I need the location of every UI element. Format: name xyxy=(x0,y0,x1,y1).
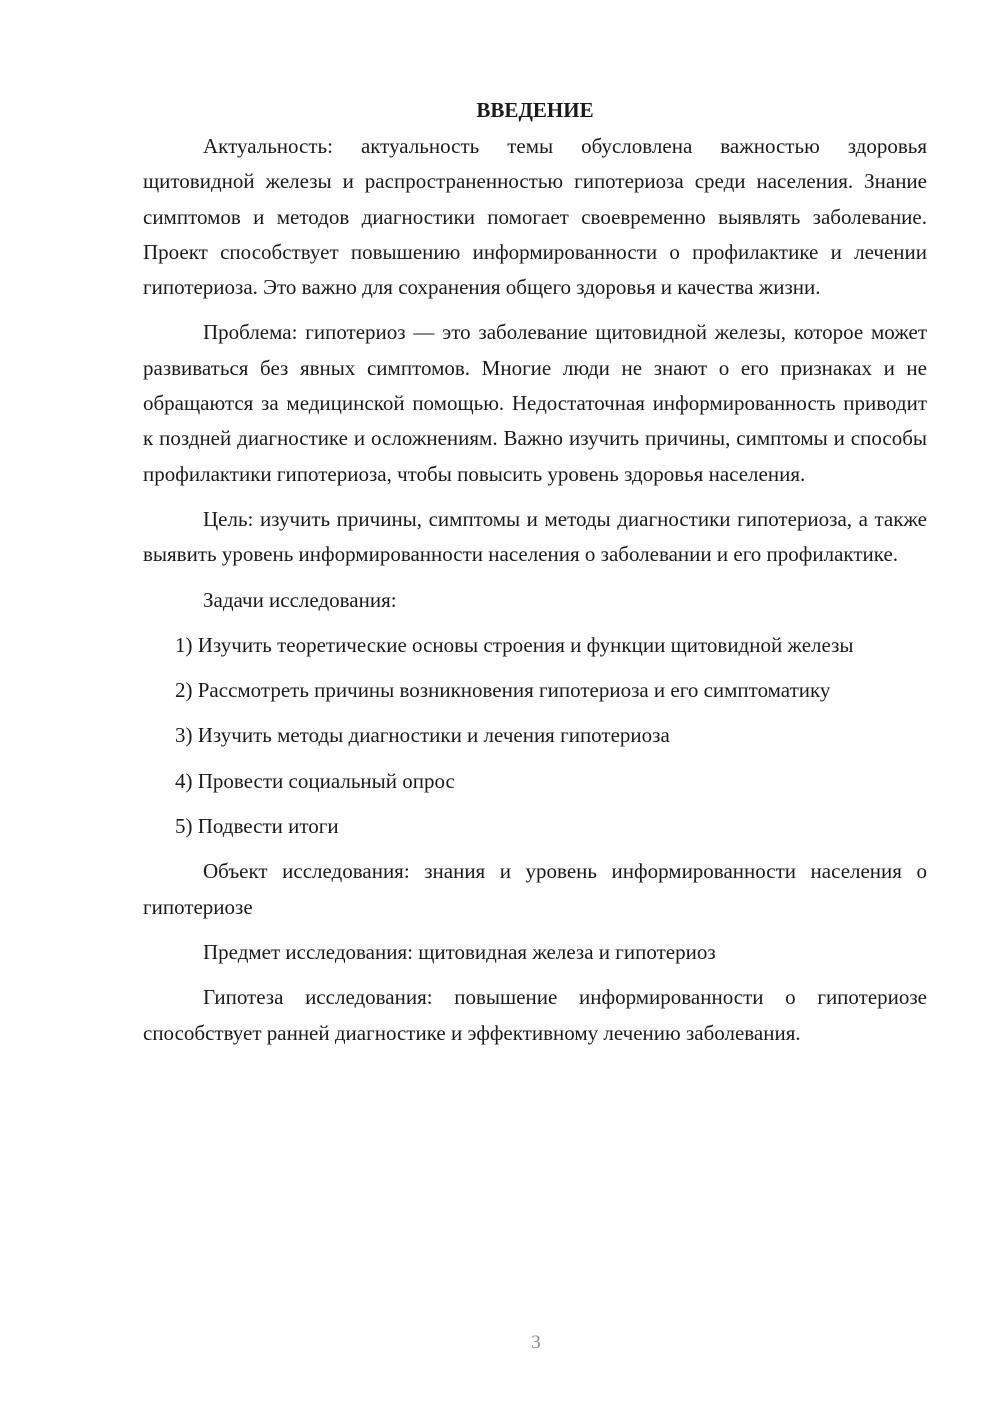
page-content xyxy=(143,92,927,1061)
task-item-2: 2) Рассмотреть причины возникновения гипотериоза и его симптоматику xyxy=(175,678,831,703)
task-item-3: 3) Изучить методы диагностики и лечения гипотериоза xyxy=(175,723,670,748)
paragraph-problem: Проблема: гипотериоз — это заболевание щитовидной железы, которое может развиваться без явных симптомов. Многие люди не знают о его признаках и не обращаются за медицинской помощью. Недостаточная информированность приводит к поздней диагностике и осложнениям. Важно изучить причины, симптомы и способы профилактики гипотериоза, чтобы повысить уровень здоровья населения. xyxy=(143,320,927,486)
paragraph-tasks-heading: Задачи исследования: xyxy=(203,587,397,612)
paragraph-subject: Предмет исследования: щитовидная железа и гипотериоз xyxy=(203,939,716,964)
page-number: 3 xyxy=(531,1332,541,1353)
task-item-5: 5) Подвести итоги xyxy=(175,814,339,839)
task-item-4: 4) Провести социальный опрос xyxy=(175,768,455,793)
section-title: ВВЕДЕНИЕ xyxy=(476,98,594,122)
paragraph-relevance: Актуальность: актуальность темы обусловлена важностью здоровья щитовидной железы и распространенностью гипотериоза среди населения. Знание симптомов и методов диагностики помогает своевременно выявлять заболевание. Проект способствует повышению информированности о профилактике и лечении гипотериоза. Это важно для сохранения общего здоровья и качества жизни. xyxy=(143,134,927,300)
paragraph-hypothesis: Гипотеза исследования: повышение информированности о гипотериозе способствует ранней диагностике и эффективному лечению заболевания. xyxy=(143,985,927,1045)
paragraph-goal: Цель: изучить причины, симптомы и методы диагностики гипотериоза, а также выявить уровень информированности населения о заболевании и его профилактике. xyxy=(143,506,927,567)
paragraph-object: Объект исследования: знания и уровень информированности населения о гипотериозе xyxy=(143,859,927,919)
task-item-1: 1) Изучить теоретические основы строения и функции щитовидной железы xyxy=(175,632,854,657)
